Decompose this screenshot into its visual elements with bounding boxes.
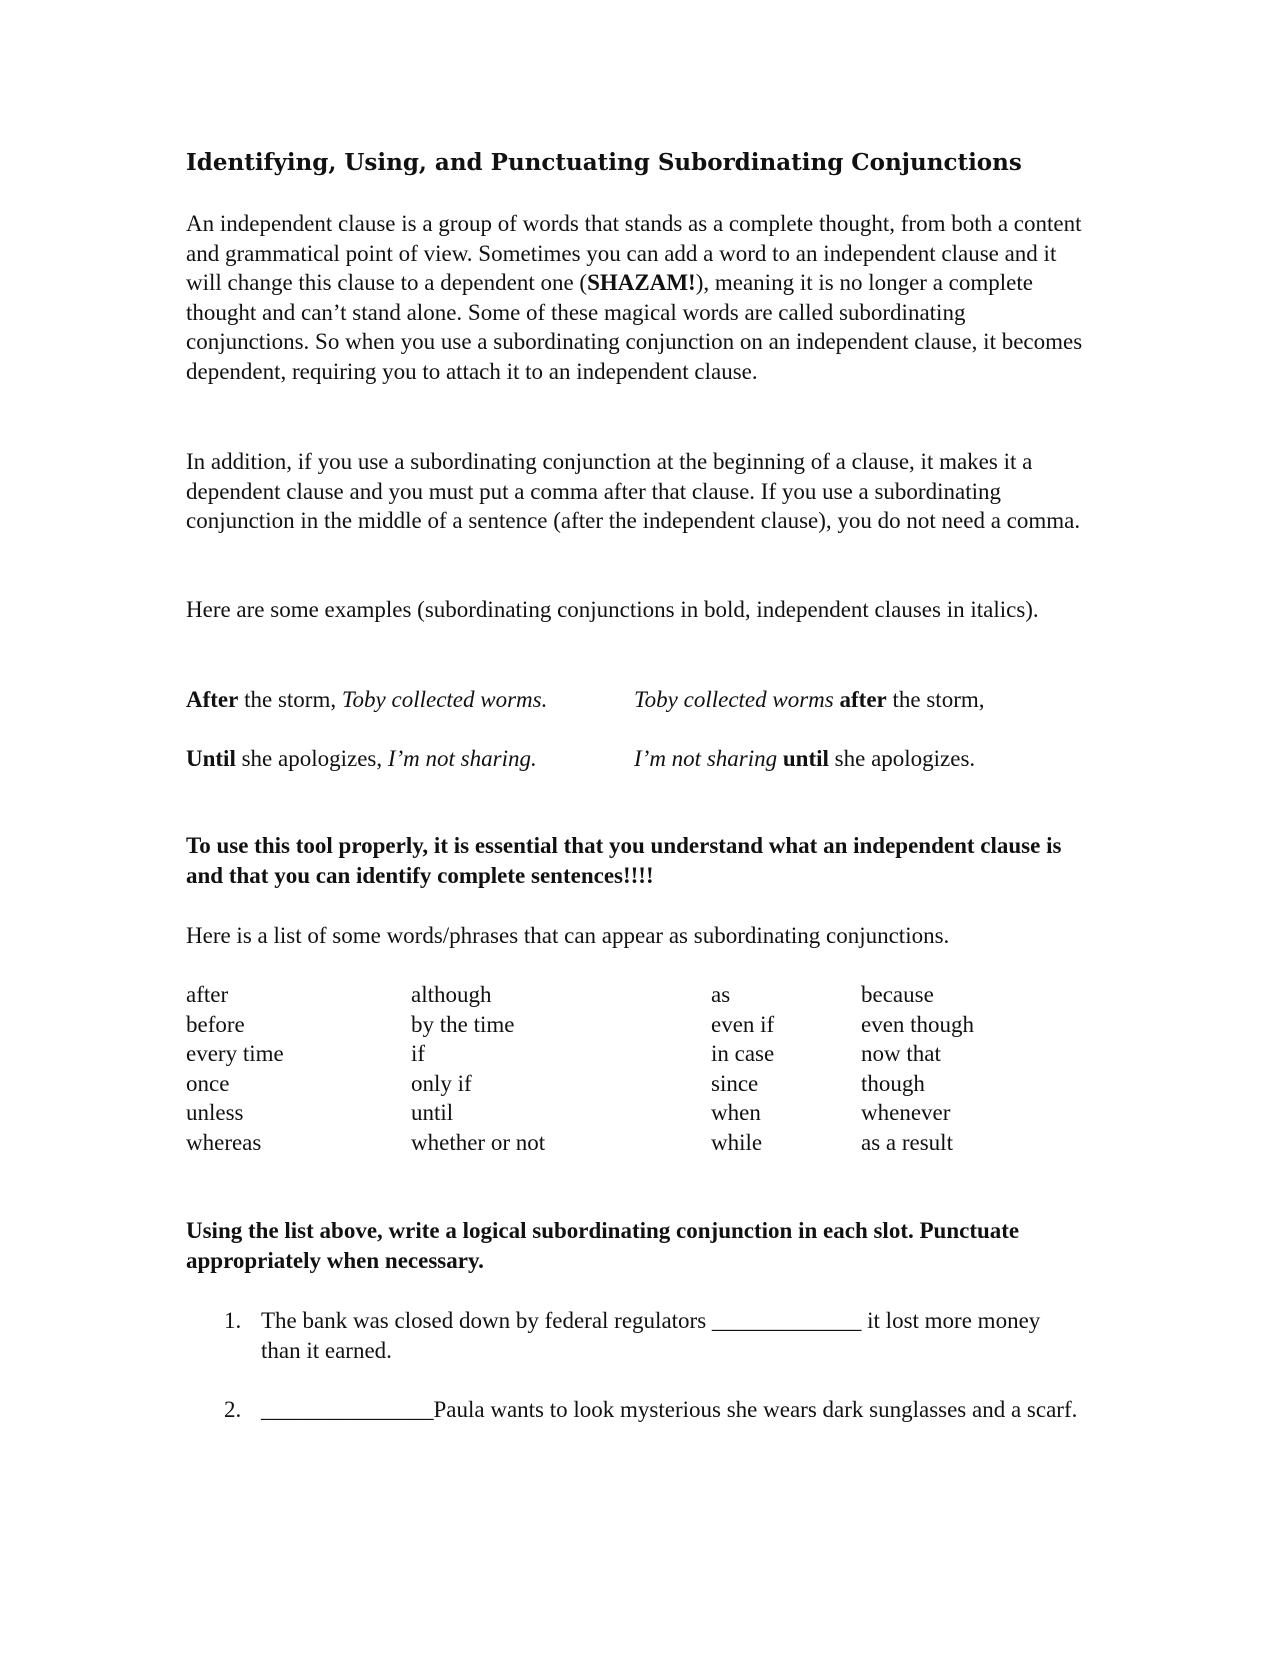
word-list-row <box>186 980 1086 1010</box>
conjunction-word: unless <box>186 1100 244 1125</box>
question-text: The bank was closed down by federal regulators _____________ it lost more money than it earned. <box>261 1308 1041 1363</box>
example-left <box>186 687 547 712</box>
exercise-question <box>224 1395 1084 1425</box>
independent-clause-italic: Toby collected worms. <box>341 687 548 712</box>
intro-text-end: ), meaning it is no longer a complete thought and can’t stand alone. Some of these magical words are called subordinating conjunctions. So when you use a subordinating conjunction on an independent clause, it becomes dependent, requiring you to attach it to an independent clause. <box>186 270 1083 384</box>
word-list-row <box>186 1039 1086 1069</box>
conjunction-bold: after <box>839 687 887 712</box>
question-number: 1. <box>224 1308 242 1333</box>
conjunction-word: only if <box>411 1070 472 1096</box>
page-title: Identifying, Using, and Punctuating Subordinating Conjunctions <box>186 149 1022 176</box>
example-right <box>634 744 975 774</box>
conjunction-word: since <box>711 1070 759 1096</box>
conjunction-word: whenever <box>861 1100 951 1125</box>
comma-rule-paragraph: In addition, if you use a subordinating conjunction at the beginning of a clause, it makes it a dependent clause and you must put a comma after that clause. If you use a subordinating conjunction in the middle of a sentence (after the independent clause), you do not need a comma. <box>186 449 1081 533</box>
conjunction-word: by the time <box>411 1011 515 1037</box>
question-number: 2. <box>224 1397 242 1422</box>
conjunction-word: whereas <box>186 1129 262 1155</box>
conjunction-word: now that <box>861 1041 941 1066</box>
conjunction-word: as a result <box>861 1129 953 1155</box>
independent-clause-italic: Toby collected worms <box>634 687 834 712</box>
conjunction-word: even if <box>711 1011 775 1037</box>
conjunction-word: although <box>411 982 492 1007</box>
conjunction-word: when <box>711 1100 761 1125</box>
exercise-question <box>224 1306 1084 1365</box>
dependent-text: the storm, <box>886 687 985 712</box>
conjunction-word: after <box>186 982 229 1007</box>
conjunction-word: until <box>411 1100 454 1125</box>
example-left <box>186 746 537 771</box>
conjunction-word: before <box>186 1011 245 1037</box>
conjunction-word: even though <box>861 1011 975 1037</box>
conjunction-word: while <box>711 1129 763 1155</box>
intro-text-start: An independent clause is a group of words that stands as a complete thought, from both a content and grammatical point of view. Sometimes you can add a word to an independent clause and it will change this clause to a dependent one ( <box>186 211 1082 295</box>
warning-paragraph: To use this tool properly, it is essential that you understand what an independent clause is and that you can identify complete sentences!!!! <box>186 833 1062 888</box>
conjunction-word: whether or not <box>411 1129 546 1155</box>
word-list-row <box>186 1010 1086 1040</box>
conjunction-word: once <box>186 1070 230 1096</box>
question-text: _______________Paula wants to look mysterious she wears dark sunglasses and a scarf. <box>261 1397 1078 1422</box>
intro-bold-word: SHAZAM! <box>587 270 696 295</box>
example-right <box>634 685 985 715</box>
word-list-row <box>186 1069 1086 1099</box>
conjunction-word: if <box>411 1041 426 1066</box>
dependent-text: she apologizes. <box>828 746 976 771</box>
independent-clause-italic: I’m not sharing. <box>387 746 537 771</box>
intro-paragraph <box>186 209 1086 386</box>
conjunction-bold: Until <box>186 746 236 771</box>
conjunction-word-list <box>186 980 1086 1157</box>
conjunction-word: because <box>861 982 934 1007</box>
example-row <box>186 744 1086 774</box>
independent-clause-italic: I’m not sharing <box>634 746 778 771</box>
dependent-text: the storm, <box>238 687 342 712</box>
dependent-text: she apologizes, <box>235 746 388 771</box>
word-list-row <box>186 1128 1086 1158</box>
conjunction-word: as <box>711 982 731 1007</box>
exercise-instructions: Using the list above, write a logical subordinating conjunction in each slot. Punctuate appropriately when necessary. <box>186 1218 1020 1273</box>
conjunction-bold: After <box>186 687 239 712</box>
examples-intro-paragraph: Here are some examples (subordinating conjunctions in bold, independent clauses in italics). <box>186 597 1039 622</box>
list-intro-paragraph: Here is a list of some words/phrases that can appear as subordinating conjunctions. <box>186 923 950 948</box>
word-list-row <box>186 1098 1086 1128</box>
conjunction-word: every time <box>186 1041 284 1066</box>
conjunction-word: in case <box>711 1041 775 1066</box>
example-row <box>186 685 1086 715</box>
conjunction-bold: until <box>782 746 829 771</box>
conjunction-word: though <box>861 1070 925 1096</box>
